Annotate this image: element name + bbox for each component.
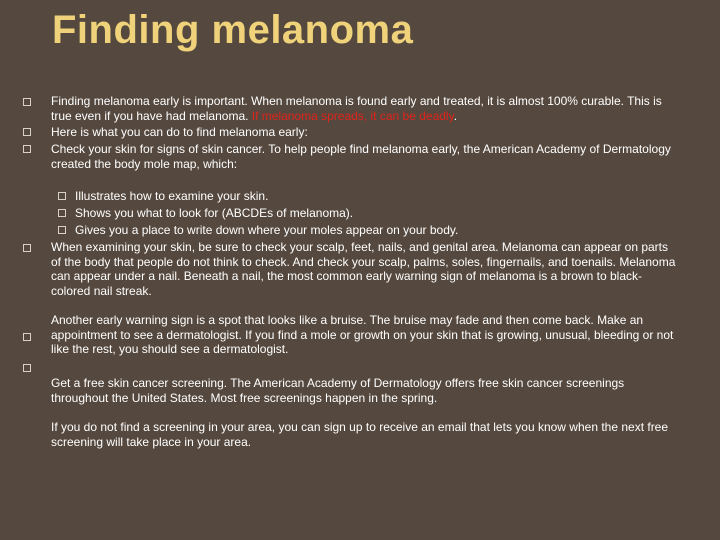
bullet-icon: [23, 364, 31, 372]
warning-text: If melanoma spreads, it can be deadly: [251, 108, 454, 123]
intro-text: Finding melanoma early is important. When melanoma is found early and treated, it is almost 100% curable. This is true even if you have had melanoma.: [51, 94, 662, 123]
sub-bullet-icon: [58, 226, 66, 234]
bullet-icon: [23, 333, 31, 341]
sub-bullet-icon: [58, 192, 66, 200]
paragraph-intro: [51, 94, 681, 123]
paragraph-check-skin: Check your skin for signs of skin cancer. To help people find melanoma early, the American Academy of Dermatology created the body mole map, which:: [51, 142, 671, 171]
sub-item-shows: Shows you what to look for (ABCDEs of melanoma).: [75, 206, 354, 220]
sub-item-illustrates: Illustrates how to examine your skin.: [75, 189, 269, 203]
bullet-icon: [23, 98, 31, 106]
paragraph-examining: When examining your skin, be sure to check your scalp, feet, nails, and genital area. Melanoma can appear on parts of the body that people do not think to check. And check your scalp, palms, soles, fingernails, and toenails. Melanoma can appear under a nail. Beneath a nail, the most common early warning sign of melanoma is a brown to black-colored nail streak.: [51, 240, 676, 298]
paragraph-screening: Get a free skin cancer screening. The American Academy of Dermatology offers free skin cancer screenings throughout the United States. Most free screenings happen in the spring.: [51, 376, 625, 405]
paragraph-bruise: Another early warning sign is a spot that looks like a bruise. The bruise may fade and then come back. Make an appointment to see a dermatologist. If you find a mole or growth on your skin that is growing, unusual, bleeding or not like the rest, you should see a dermatologist.: [51, 313, 674, 356]
bullet-icon: [23, 244, 31, 252]
paragraph-email: If you do not find a screening in your area, you can sign up to receive an email that lets you know when the next free screening will take place in your area.: [51, 420, 669, 449]
slide-title: Finding melanoma: [52, 8, 414, 52]
paragraph-how: Here is what you can do to find melanoma early:: [51, 125, 308, 139]
intro-end: .: [453, 108, 458, 123]
sub-item-gives: Gives you a place to write down where your moles appear on your body.: [75, 223, 459, 237]
bullet-icon: [23, 145, 31, 153]
bullet-icon: [23, 128, 31, 136]
sub-bullet-icon: [58, 209, 66, 217]
